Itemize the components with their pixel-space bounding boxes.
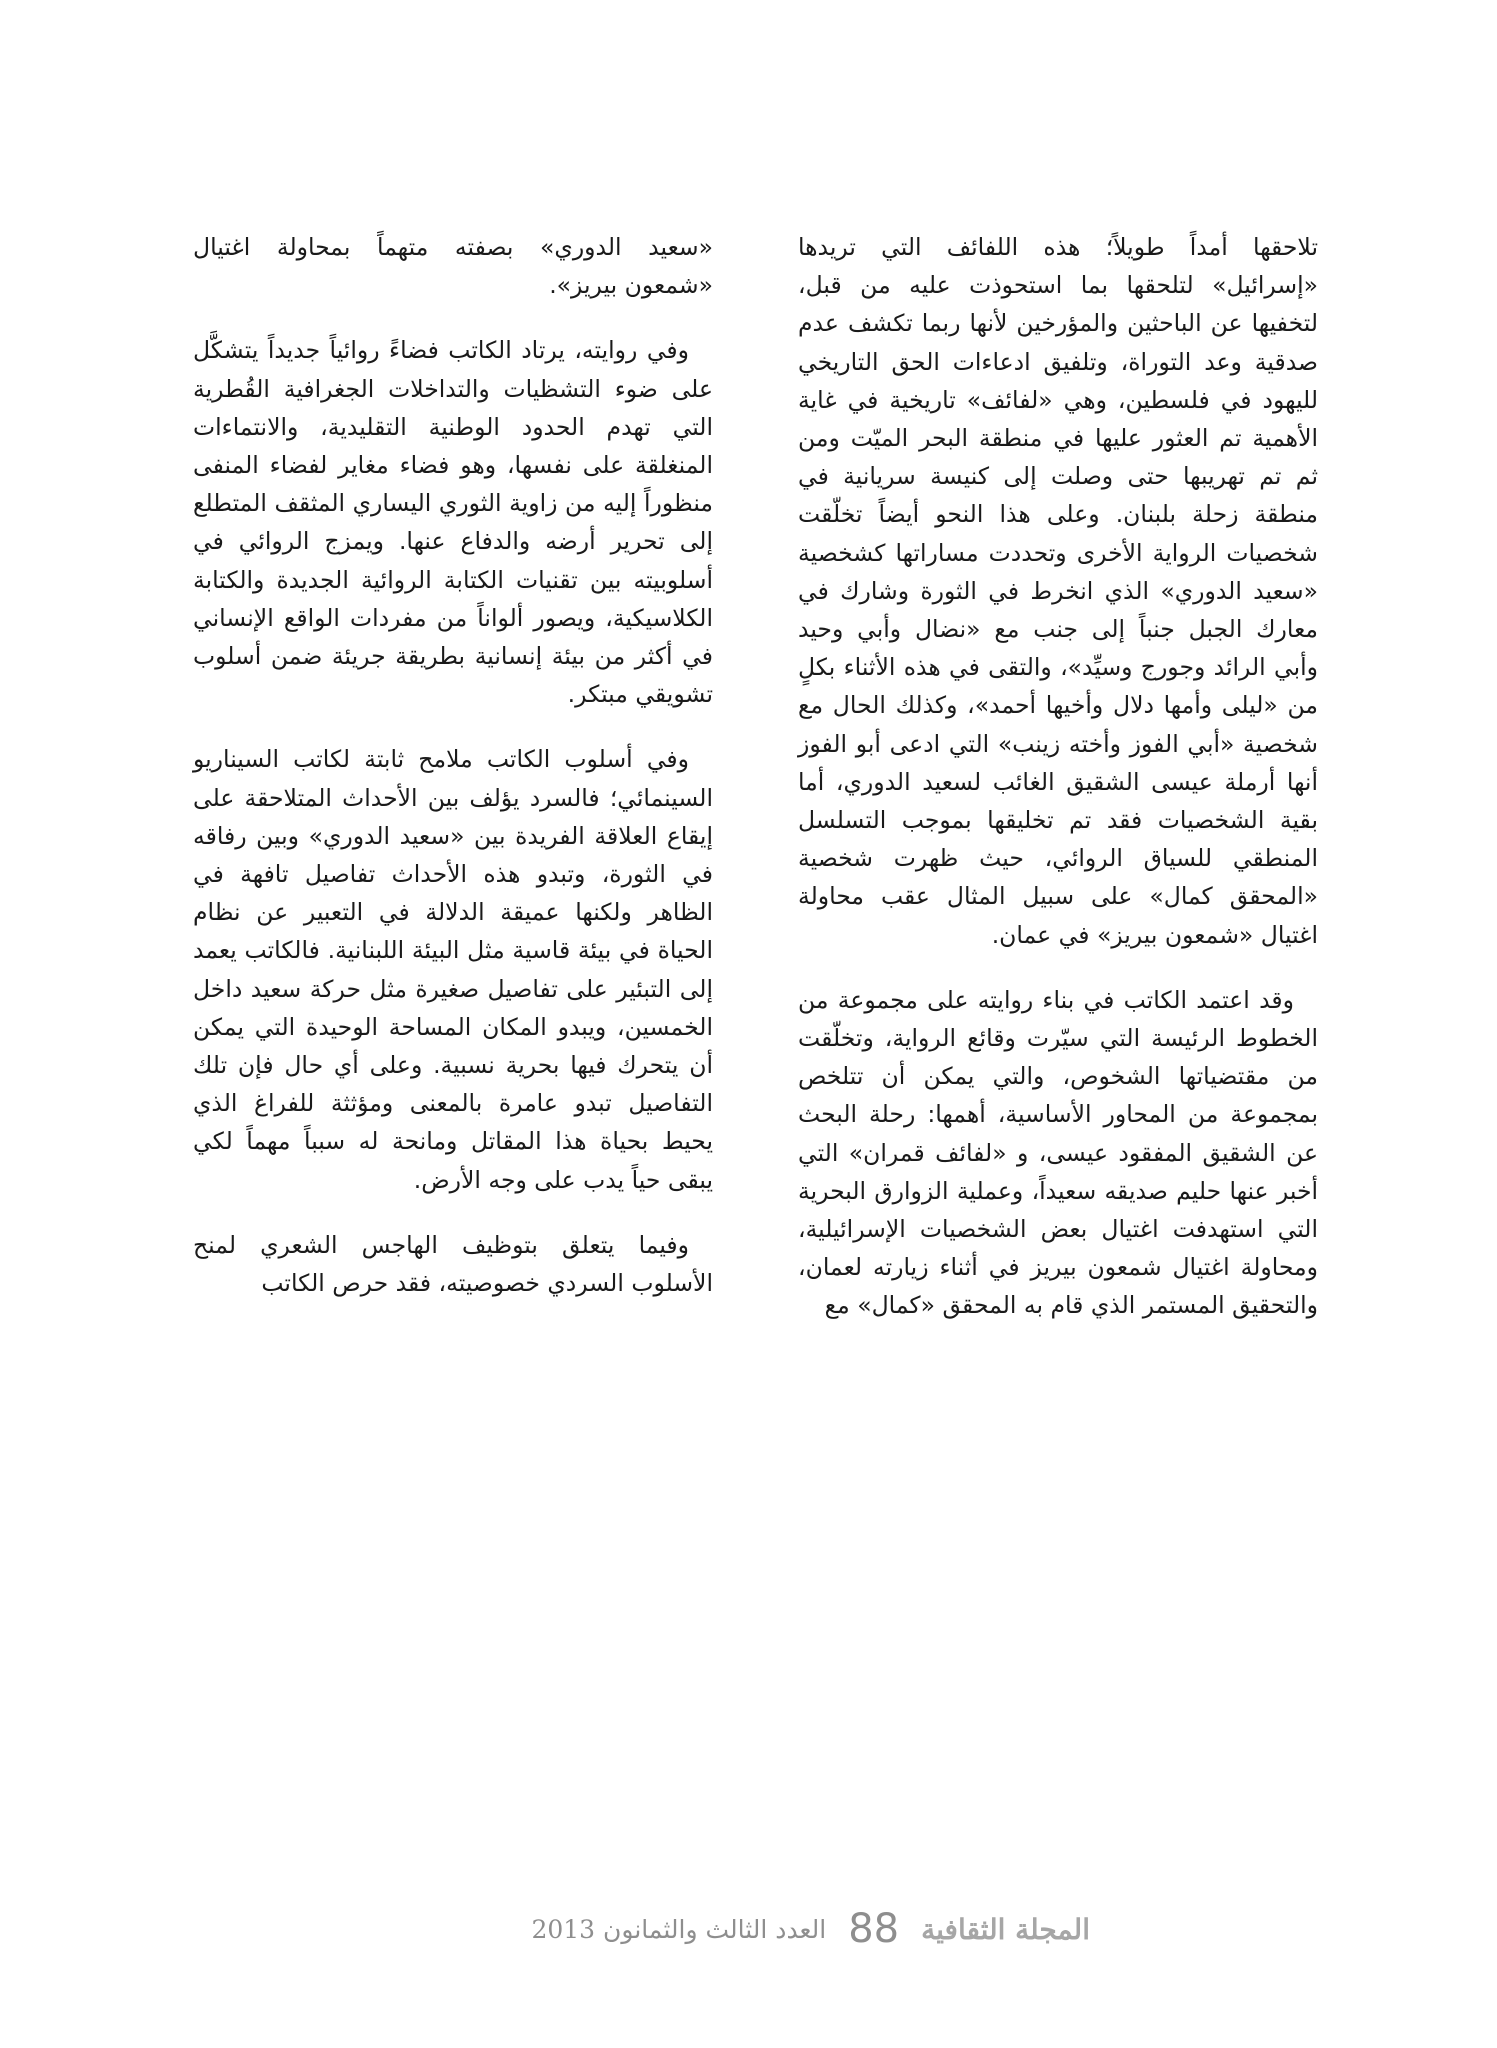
page-number: 88 [848,1906,900,1952]
paragraph: وفيما يتعلق بتوظيف الهاجس الشعري لمنح الأسلوب السردي خصوصيته، فقد حرص الكاتب [193,1230,713,1298]
magazine-name: المجلة الثقافية [921,1912,1090,1946]
right-text-column [798,228,1318,1352]
left-text-column [193,228,713,1329]
issue-label: العدد الثالث والثمانون 2013 [531,1914,827,1944]
paragraph: تلاحقها أمداً طويلاً؛ هذه اللفائف التي تريدها «إسرائيل» لتلحقها بما استحوذت عليه من قبل، لتخفيها عن الباحثين والمؤرخين لأنها ربما تكشف عدم صدقية وعد التوراة، وتلفيق ادعاءات الحق التاريخي لليهود في فلسطين، وهي «لفائف» تاريخية في غاية الأهمية تم العثور عليها في منطقة البحر الميّت ومن ثم تم تهريبها حتى وصلت إلى كنيسة سريانية في منطقة زحلة بلبنان. وعلى هذا النحو أيضاً تخلّقت شخصيات الرواية الأخرى وتحددت مساراتها كشخصية «سعيد الدوري» الذي انخرط في الثورة وشارك في معارك الجبل جنباً إلى جنب مع «نضال وأبي وحيد وأبي الرائد وجورج وسيِّد»، والتقى في هذه الأثناء بكلٍ من «ليلى وأمها دلال وأخيها أحمد»، وكذلك الحال مع شخصية «أبي الفوز وأخته زينب» التي ادعى أبو الفوز أنها أرملة عيسى الشقيق الغائب لسعيد الدوري، أما بقية الشخصيات فقد تم تخليقها بموجب التسلسل المنطقي للسياق الروائي، حيث ظهرت شخصية «المحقق كمال» على سبيل المثال عقب محاولة اغتيال «شمعون بيريز» في عمان. [798,233,1318,949]
paragraph: «سعيد الدوري» بصفته متهماً بمحاولة اغتيال «شمعون بيريز». [193,233,713,300]
paragraph: وقد اعتمد الكاتب في بناء روايته على مجموعة من الخطوط الرئيسة التي سيّرت وقائع الرواية، وتخلّقت من مقتضياتها الشخوص، والتي يمكن أن تتلخص بمجموعة من المحاور الأساسية، أهمها: رحلة البحث عن الشقيق المفقود عيسى، و «لفائف قمران» التي أخبر عنها حليم صديقه سعيداً، وعملية الزوارق البحرية التي استهدفت اغتيال بعض الشخصيات الإسرائيلية، ومحاولة اغتيال شمعون بيريز في أثناء زيارته لعمان، والتحقيق المستمر الذي قام به المحقق «كمال» مع [798,985,1318,1320]
paragraph: وفي روايته، يرتاد الكاتب فضاءً روائياً جديداً يتشكَّل على ضوء التشظيات والتداخلات الجغرافية القُطرية التي تهدم الحدود الوطنية التقليدية، والانتماءات المنغلقة على نفسها، وهو فضاء مغاير لفضاء المنفى منظوراً إليه من زاوية الثوري اليساري المثقف المتطلع إلى تحرير أرضه والدفاع عنها. ويمزج الروائي في أسلوبيته بين تقنيات الكتابة الروائية الجديدة والكتابة الكلاسيكية، ويصور ألواناً من مفردات الواقع الإنساني في أكثر من بيئة إنسانية بطريقة جريئة ضمن أسلوب تشويقي مبتكر. [193,336,713,709]
page-footer [440,1904,1090,1954]
paragraph: وفي أسلوب الكاتب ملامح ثابتة لكاتب السيناريو السينمائي؛ فالسرد يؤلف بين الأحداث المتلاحقة على إيقاع العلاقة الفريدة بين «سعيد الدوري» وبين رفاقه في الثورة، وتبدو هذه الأحداث تفاصيل تافهة في الظاهر ولكنها عميقة الدلالة في التعبير عن نظام الحياة في بيئة قاسية مثل البيئة اللبنانية. فالكاتب يعمد إلى التبئير على تفاصيل صغيرة مثل حركة سعيد داخل الخمسين، ويبدو المكان المساحة الوحيدة التي يمكن أن يتحرك فيها بحرية نسبية. وعلى أي حال فإن تلك التفاصيل تبدو عامرة بالمعنى ومؤثثة للفراغ الذي يحيط بحياة هذا المقاتل ومانحة له سبباً مهماً لكي يبقى حياً يدب على وجه الأرض. [193,745,713,1194]
